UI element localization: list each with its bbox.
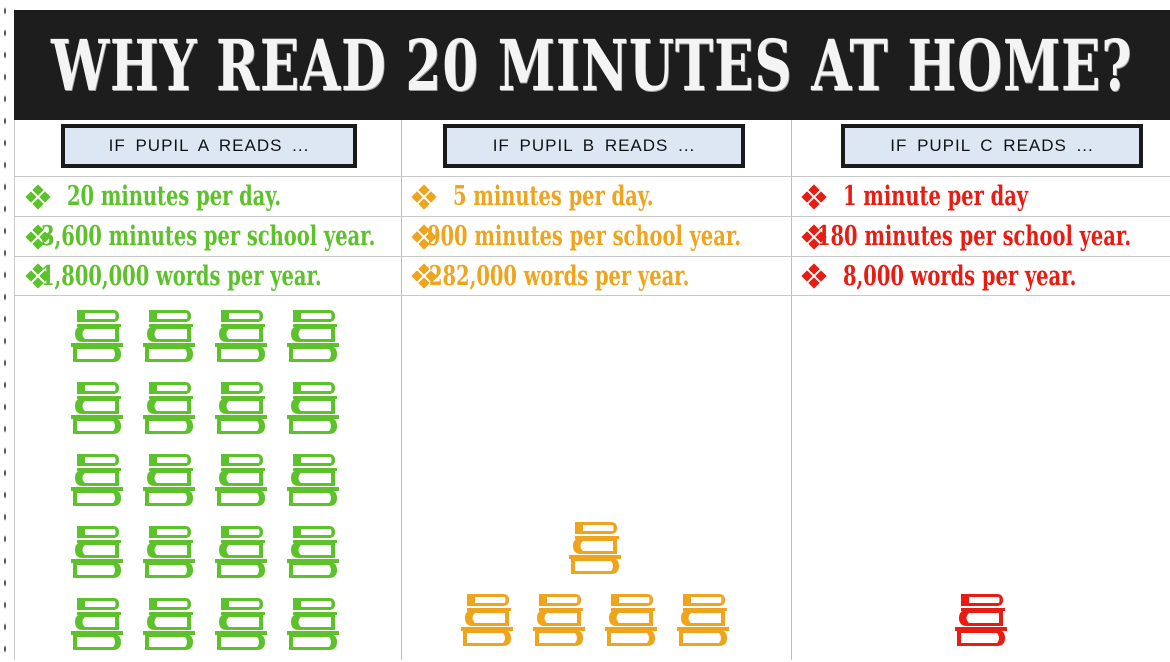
column-pupil-c [791, 120, 1170, 660]
book-stack-icon [531, 590, 589, 650]
book-stack-icon [141, 450, 199, 510]
column-pupil-a [15, 120, 402, 660]
book-stack-icon [213, 450, 271, 510]
book-stack-icon [285, 450, 343, 510]
book-stack-icon [69, 450, 127, 510]
book-stack-icon [69, 594, 127, 654]
stat-text: 3,600 minutes per school year. [41, 221, 376, 252]
diamond-bullet-icon [411, 184, 437, 210]
stat-row [15, 176, 401, 216]
stat-row [15, 216, 401, 256]
stat-row [401, 216, 791, 256]
stat-text: 180 minutes per school year. [817, 221, 1132, 252]
book-stack-icon [459, 590, 517, 650]
stat-row [401, 256, 791, 296]
book-stack-icon [69, 522, 127, 582]
stat-text: 282,000 words per year. [429, 260, 690, 292]
book-stack-icon [141, 594, 199, 654]
stat-text: 1 minute per day [843, 181, 1029, 212]
stat-text: 8,000 words per year. [843, 260, 1077, 292]
book-stack-icon [213, 594, 271, 654]
book-stack-icon [675, 590, 733, 650]
book-stack-icon [953, 590, 1011, 650]
diamond-bullet-icon [801, 263, 827, 289]
diamond-bullet-icon [411, 263, 413, 289]
book-stack-icon [141, 522, 199, 582]
page-title: WHY READ 20 MINUTES AT HOME? [51, 23, 1133, 107]
book-stack-icon [69, 306, 127, 366]
stat-text: 900 minutes per school year. [427, 221, 742, 252]
book-stack-icon [285, 594, 343, 654]
stat-row [401, 176, 791, 216]
stat-row [791, 176, 1170, 216]
column-header-pupil-a: IF PUPIL A READS ... [61, 124, 357, 168]
stat-text: 5 minutes per day. [453, 181, 654, 212]
column-pupil-b [401, 120, 792, 660]
book-stack-icon [285, 378, 343, 438]
column-header-pupil-b: IF PUPIL B READS ... [443, 124, 745, 168]
book-stack-icon [213, 522, 271, 582]
stat-row [791, 216, 1170, 256]
book-stack-icon [603, 590, 661, 650]
page-edge-dots [0, 0, 10, 662]
stat-text: 1,800,000 words per year. [41, 260, 322, 292]
book-stack-icon [213, 306, 271, 366]
stat-text: 20 minutes per day. [67, 181, 282, 212]
stat-row [15, 256, 401, 296]
comparison-grid [14, 120, 1170, 660]
book-stack-icon [213, 378, 271, 438]
book-stack-icon [285, 306, 343, 366]
title-banner [14, 10, 1170, 120]
diamond-bullet-icon [801, 184, 827, 210]
book-stack-icon [567, 518, 625, 578]
book-stack-icon [285, 522, 343, 582]
column-header-pupil-c: IF PUPIL C READS ... [841, 124, 1143, 168]
book-stack-icon [141, 306, 199, 366]
book-stack-icon [69, 378, 127, 438]
book-stack-icon [141, 378, 199, 438]
stat-row [791, 256, 1170, 296]
diamond-bullet-icon [25, 184, 51, 210]
